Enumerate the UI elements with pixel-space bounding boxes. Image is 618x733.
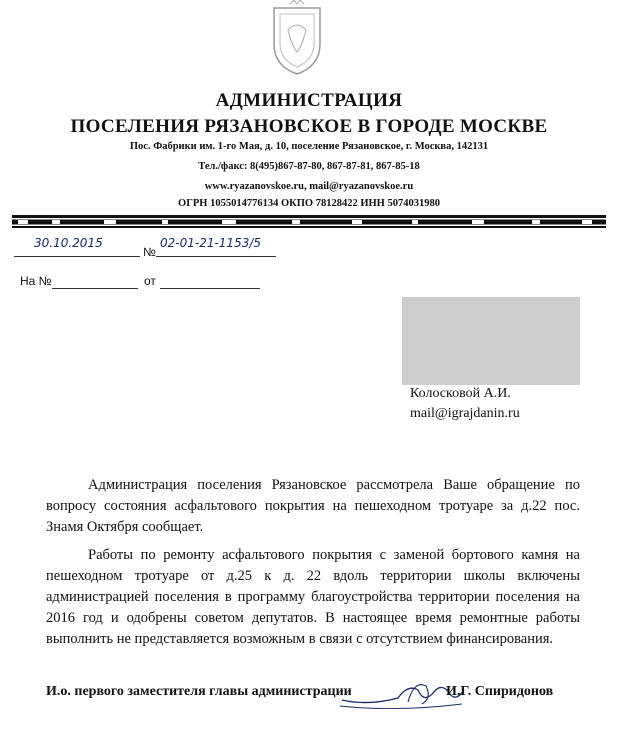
reference-number-underline: [52, 288, 138, 289]
reference-date-underline: [160, 288, 260, 289]
outgoing-number: 02-01-21-1153/5: [160, 236, 262, 250]
signatory-position: И.о. первого заместителя главы администрации: [46, 684, 352, 699]
letterhead-divider: [12, 214, 606, 230]
date-underline: [14, 256, 140, 257]
body-paragraph-1: [46, 475, 580, 538]
body-paragraph-1-text: Администрация поселения Рязановское рассмотрела Ваше обращение по вопросу состояния асфальтового покрытия на пешеходном тротуаре за д.22 пос. Знамя Октября сообщает.: [46, 477, 580, 535]
signatory-name: И.Г. Спиридонов: [446, 684, 554, 699]
org-address: Пос. Фабрики им. 1-го Мая, д. 10, поселение Рязановское, г. Москва, 142131: [129, 141, 489, 152]
number-underline: [156, 256, 276, 257]
recipient-email: mail@igrajdanin.ru: [410, 406, 520, 421]
org-phone: Тел./факс: 8(495)867-87-80, 867-87-81, 867-85-18: [198, 161, 420, 172]
org-registry: ОГРН 1055014776134 ОКПО 78128422 ИНН 5074031980: [178, 198, 440, 209]
org-title-line2: ПОСЕЛЕНИЯ РЯЗАНОВСКОЕ В ГОРОДЕ МОСКВЕ: [70, 116, 548, 137]
redacted-block: [402, 297, 580, 385]
coat-of-arms-emblem: [268, 0, 326, 76]
reference-date-label: от: [144, 274, 156, 288]
number-label: №: [143, 245, 156, 259]
org-web: www.ryazanovskoe.ru, mail@ryazanovskoe.ru: [204, 181, 414, 192]
reference-number-label: На №: [20, 274, 52, 288]
body-paragraph-2-text: Работы по ремонту асфальтового покрытия с заменой бортового камня на пешеходном тротуаре от д.25 к д. 22 вдоль территории школы включены администрацией поселения в программу благоустройства территории поселения на 2016 год и одобрены советом депутатов. В настоящее время ремонтные работы выполнить не представляется возможным в связи с отсутствием финансирования.: [46, 547, 580, 647]
outgoing-date: 30.10.2015: [34, 236, 103, 250]
org-title-line1: АДМИНИСТРАЦИЯ: [215, 90, 403, 111]
body-paragraph-2: [46, 545, 580, 650]
recipient-name: Колосковой А.И.: [410, 386, 511, 401]
